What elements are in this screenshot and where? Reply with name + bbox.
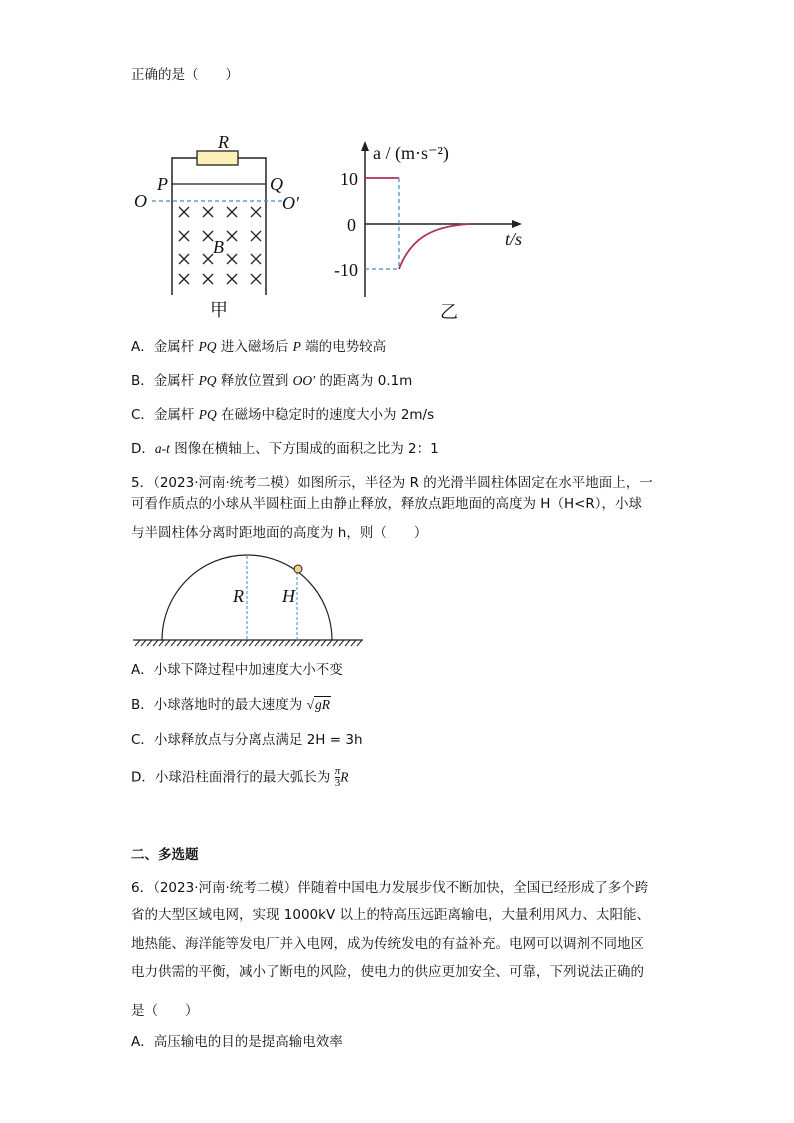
svg-text:乙: 乙 [440, 302, 458, 322]
svg-text:10: 10 [340, 169, 358, 189]
figure-yi-a-t-graph [334, 141, 522, 322]
svg-text:甲: 甲 [210, 300, 228, 320]
q5-option-d: D．小球沿柱面滑行的最大弧长为 $\frac{\pi}{3}$ R [131, 765, 349, 789]
svg-text:B: B [213, 237, 224, 257]
svg-text:H: H [282, 586, 295, 606]
svg-text:t/s: t/s [505, 229, 523, 249]
q6-line-3: 地热能、海洋能等发电厂并入电网，成为传统发电的有益补充。电网可以调剂不同地区 [131, 936, 644, 952]
svg-text:Q: Q [270, 174, 283, 194]
q6-line-4: 电力供需的平衡，减小了断电的风险，使电力的供应更加安全、可靠，下列说法正确的 [131, 964, 644, 980]
svg-text:P: P [157, 174, 168, 194]
q4-option-b: B．金属杆 PQ 释放位置到 OO′ 的距离为 0.1m [131, 373, 413, 389]
svg-text:O: O [134, 191, 147, 211]
resistor [197, 151, 238, 165]
svg-text:-10: -10 [334, 260, 358, 280]
q6-line-2: 省的大型区域电网，实现 1000kV 以上的特高压远距离输电，大量利用风力、太阳能、 [131, 907, 650, 923]
q5-option-b: B．小球落地时的最大速度为 √gR [131, 697, 330, 713]
svg-text:R: R [233, 586, 244, 606]
q5-line-3: 与半圆柱体分离时距地面的高度为 h，则（ ） [131, 525, 428, 541]
q6-option-a: A．高压输电的目的是提高输电效率 [131, 1034, 343, 1050]
svg-text:0: 0 [347, 215, 356, 235]
svg-text:R: R [218, 132, 229, 152]
q5-option-a: A．小球下降过程中加速度大小不变 [131, 662, 343, 678]
q4-option-d: D．a-t 图像在横轴上、下方围成的面积之比为 2：1 [131, 441, 439, 457]
q4-option-a: A．金属杆 PQ 进入磁场后 P 端的电势较高 [131, 339, 387, 355]
q4-tail: 正确的是（ ） [131, 67, 239, 83]
q6-line-5: 是（ ） [131, 1003, 199, 1019]
q6-line-1: 6．（2023·河南·统考二模）伴随着中国电力发展步伐不断加快，全国已经形成了多个跨 [131, 880, 649, 896]
figure-jia [134, 132, 300, 320]
q4-option-c: C．金属杆 PQ 在磁场中稳定时的速度大小为 2m/s [131, 407, 435, 423]
ball [294, 565, 302, 573]
figure-half-cylinder [133, 555, 363, 646]
q5-option-c: C．小球释放点与分离点满足 2H = 3h [131, 732, 363, 748]
q5-line-2: 可看作质点的小球从半圆柱面上由静止释放，释放点距地面的高度为 H（H<R），小球 [131, 496, 643, 512]
svg-text:O′: O′ [282, 193, 299, 213]
q5-line-1: 5．（2023·河南·统考二模）如图所示，半径为 R 的光滑半圆柱体固定在水平地面上，一 [131, 475, 653, 491]
svg-text:a / (m·s⁻²): a / (m·s⁻²) [373, 143, 449, 163]
section-heading: 二、多选题 [131, 847, 199, 863]
